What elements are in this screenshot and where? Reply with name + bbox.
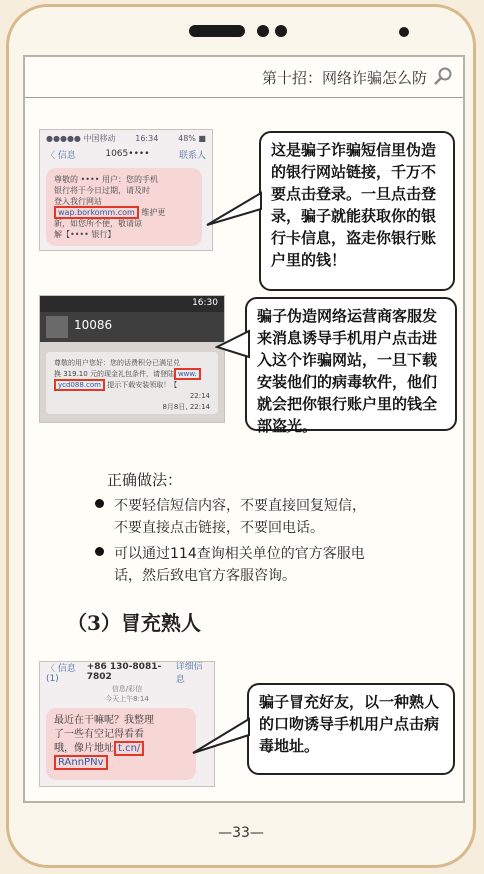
- section-heading: （3）冒充熟人: [67, 611, 201, 635]
- page-title: 第十招：网络诈骗怎么防: [261, 69, 427, 87]
- phishing-link-2[interactable]: ycd088.com: [54, 379, 105, 391]
- sms-text: 提示下载安装领取！【: [107, 381, 178, 389]
- bullet-dot: [95, 547, 104, 556]
- fake-carrier-sms-screenshot: [39, 295, 225, 423]
- callout-text: 这是骗子诈骗短信里伪造的银行网站链接，千万不要点击登录。一旦点击登录，骗子就能获取你的银行卡信息，盗走你银行账户里的钱！: [271, 141, 437, 269]
- camera-dot: [257, 25, 269, 37]
- sms-date: 8月8日, 22:14: [162, 403, 210, 411]
- page-number: —33—: [218, 825, 264, 841]
- bullet-continuation: 不要直接点击链接，不要回电话。: [114, 520, 324, 536]
- sender-number: +86 130-8081-7802: [86, 662, 162, 682]
- phishing-link[interactable]: www.: [174, 368, 201, 380]
- sms-line: 尊敬的 •••• 用户：您的手机: [54, 175, 158, 184]
- sensor-dot: [275, 25, 287, 37]
- bullet-item: [95, 543, 365, 565]
- callout-carrier: [245, 297, 457, 435]
- fake-bank-sms-screenshot: [39, 129, 213, 251]
- sms-text: 换 319.10 元的现金礼包条件，请登陆: [54, 370, 174, 378]
- correct-method-title: 正确做法：: [107, 471, 183, 489]
- message-type: 信息/彩信: [111, 685, 143, 693]
- sms-line: 了一些有空记得看看: [54, 729, 144, 740]
- battery-text: 48% ■: [178, 133, 206, 143]
- sms-text: 哦，像片地址: [54, 743, 114, 754]
- phone-frame: [6, 4, 476, 868]
- details-link[interactable]: 详细信息: [175, 662, 203, 685]
- callout-text: 骗子冒充好友，以一种熟人的口吻诱导手机用户点击病毒地址。: [259, 693, 440, 755]
- bullet-text: 可以通过114查询相关单位的官方客服电: [114, 546, 365, 562]
- callout-pointer: [215, 327, 251, 367]
- callout-text: 骗子伪造网络运营商客服发来消息诱导手机用户点击进入这个诈骗网站，一旦下载安装他们的病毒软件，他们就会把你银行账户里的钱全部盗光。: [257, 307, 438, 435]
- sms-line: [54, 207, 194, 218]
- bullet-dot: [95, 499, 104, 508]
- speaker-grille: [189, 25, 245, 37]
- message-time: 今天上午8:14: [105, 695, 149, 703]
- callout-pointer: [205, 187, 265, 237]
- sms-bubble: [46, 168, 202, 246]
- sms-line: 尊敬的用户您好：您的话费积分已满足兑: [54, 359, 180, 367]
- callout-impersonation: [247, 683, 455, 775]
- status-time: 16:30: [192, 298, 218, 308]
- sms-text: 维护更: [141, 208, 166, 217]
- sms-bubble: [46, 708, 196, 780]
- sms-line: 最近在干嘛呢？我整理: [54, 715, 154, 726]
- back-link[interactable]: 〈 信息: [46, 150, 76, 161]
- message-nav: [40, 146, 212, 162]
- status-time: 16:34: [135, 133, 159, 143]
- status-bar: [40, 296, 224, 312]
- sms-line: 新，如您所不便，敬请谅: [54, 219, 142, 228]
- sms-line: 银行将于今日过期，请及时: [54, 186, 150, 195]
- callout-bank-link: [259, 131, 455, 291]
- contact-link[interactable]: 联系人: [178, 150, 206, 161]
- bullet-continuation: 话，然后致电官方客服咨询。: [114, 568, 296, 584]
- callout-pointer: [191, 717, 251, 757]
- virus-link-2[interactable]: RAnnPNv: [54, 755, 108, 770]
- back-link[interactable]: 〈 信息 (1): [46, 663, 76, 684]
- avatar: [46, 316, 68, 338]
- impersonation-sms-screenshot: [39, 661, 215, 787]
- sms-line: [54, 742, 188, 756]
- sms-bubble: [46, 352, 218, 414]
- screen: [23, 55, 465, 803]
- sms-line: [54, 380, 210, 391]
- sms-line: [54, 756, 188, 770]
- sender-number: 10086: [74, 318, 113, 332]
- bullet-text: 不要轻信短信内容，不要直接回复短信，: [114, 498, 366, 514]
- sender-number: 1065••••: [105, 149, 150, 159]
- carrier-text: ●●●●● 中国移动: [46, 133, 116, 143]
- message-nav: [40, 662, 214, 685]
- phishing-link[interactable]: wap.borkomm.com: [54, 206, 139, 219]
- virus-link[interactable]: t.cn/: [114, 741, 144, 756]
- front-camera-dot: [399, 27, 409, 37]
- sms-line: 登入我行网站: [54, 197, 102, 206]
- bullet-item: [95, 495, 366, 517]
- status-bar: [40, 130, 212, 146]
- search-icon[interactable]: [433, 66, 453, 86]
- page-header: [25, 57, 463, 98]
- sms-time: 22:14: [189, 392, 210, 400]
- sms-line: 解【•••• 银行】: [54, 230, 116, 239]
